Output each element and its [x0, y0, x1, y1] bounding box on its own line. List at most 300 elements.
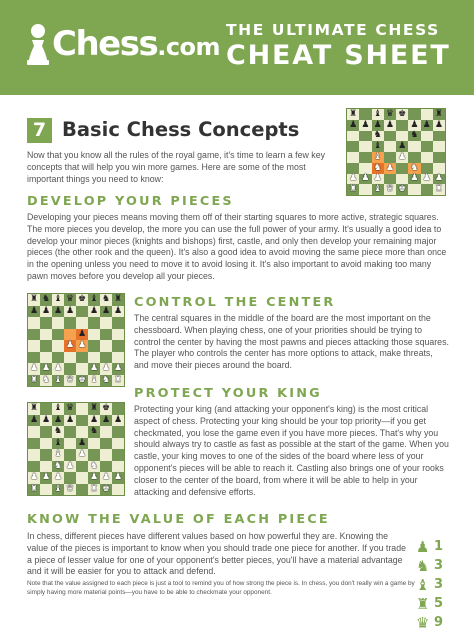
header-title: CHEAT SHEET	[226, 40, 451, 71]
black-queen-icon: ♛	[385, 108, 394, 119]
black-rook-icon: ♜	[29, 294, 39, 305]
board-square-c8	[372, 109, 384, 120]
black-rook-icon: ♜	[29, 403, 39, 414]
board-square-b6	[40, 317, 52, 329]
value-heading: KNOW THE VALUE OF EACH PIECE	[27, 512, 330, 527]
board-square-f4	[88, 449, 100, 461]
board-square-g6	[100, 317, 112, 329]
board-square-f3	[88, 352, 100, 364]
board-square-h7	[112, 415, 124, 427]
board-square-f5	[88, 329, 100, 341]
section-title: Basic Chess Concepts	[62, 118, 300, 141]
board-square-c6	[52, 317, 64, 329]
white-queen-icon: ♛	[65, 374, 75, 385]
board-square-b6	[359, 131, 371, 142]
board-square-g5	[100, 438, 112, 450]
board-square-f2	[408, 174, 420, 185]
board-square-f2	[88, 472, 100, 484]
white-pawn-icon: ♟	[373, 173, 382, 184]
pawn-icon: ♟	[416, 538, 430, 556]
black-pawn-icon: ♟	[41, 414, 51, 425]
white-knight-icon: ♞	[101, 374, 111, 385]
board-square-e8	[396, 109, 408, 120]
white-pawn-icon: ♟	[89, 363, 99, 374]
rook-icon: ♜	[416, 595, 430, 613]
board-square-a6	[347, 131, 359, 142]
board-square-g7	[100, 415, 112, 427]
king-heading: PROTECT YOUR KING	[134, 386, 322, 401]
board-square-c4	[52, 340, 64, 352]
board-square-a6	[28, 426, 40, 438]
board-square-b3	[40, 352, 52, 364]
board-square-a3	[347, 163, 359, 174]
black-pawn-icon: ♟	[53, 414, 63, 425]
board-square-e2	[396, 174, 408, 185]
board-square-d6	[384, 131, 396, 142]
white-pawn-icon: ♟	[410, 173, 419, 184]
board-square-d7	[384, 120, 396, 131]
section-number-badge: 7	[27, 118, 52, 143]
board-square-g3	[100, 352, 112, 364]
board-square-a1	[28, 375, 40, 387]
board-square-e7	[76, 306, 88, 318]
board-square-f8	[88, 294, 100, 306]
board-square-b5	[40, 329, 52, 341]
board-square-d4	[64, 340, 76, 352]
white-rook-icon: ♜	[89, 483, 99, 494]
white-bishop-icon: ♝	[373, 151, 382, 162]
board-square-a4	[28, 449, 40, 461]
black-pawn-icon: ♟	[373, 119, 382, 130]
board-square-d5	[64, 438, 76, 450]
board-square-b4	[40, 340, 52, 352]
board-square-d1	[64, 375, 76, 387]
board-square-d8	[64, 403, 76, 415]
board-square-b3	[359, 163, 371, 174]
board-square-e5	[76, 438, 88, 450]
board-square-f7	[88, 415, 100, 427]
black-bishop-icon: ♝	[53, 437, 63, 448]
black-pawn-icon: ♟	[385, 119, 394, 130]
board-square-d6	[64, 426, 76, 438]
board-square-f1	[88, 484, 100, 496]
board-square-e7	[396, 120, 408, 131]
board-square-d2	[64, 472, 76, 484]
black-king-icon: ♚	[77, 294, 87, 305]
white-pawn-icon: ♟	[41, 472, 51, 483]
black-bishop-icon: ♝	[53, 403, 63, 414]
board-square-b1	[359, 184, 371, 195]
pawn-value: 1	[434, 539, 444, 554]
board-square-c7	[372, 120, 384, 131]
white-bishop-icon: ♝	[53, 483, 63, 494]
board-square-d5	[384, 141, 396, 152]
white-king-icon: ♚	[101, 483, 111, 494]
board-square-h3	[112, 352, 124, 364]
board-square-g7	[421, 120, 433, 131]
black-knight-icon: ♞	[101, 294, 111, 305]
board-square-a7	[28, 415, 40, 427]
board-square-h5	[112, 438, 124, 450]
white-king-icon: ♚	[77, 374, 87, 385]
board-square-h2	[112, 363, 124, 375]
board-square-h3	[433, 163, 445, 174]
board-square-d6	[64, 317, 76, 329]
board-square-e1	[76, 375, 88, 387]
white-pawn-icon: ♟	[398, 151, 407, 162]
white-pawn-icon: ♟	[53, 363, 63, 374]
board-square-g2	[421, 174, 433, 185]
queen-value: 9	[434, 615, 444, 630]
white-pawn-icon: ♟	[113, 363, 123, 374]
black-rook-icon: ♜	[434, 108, 443, 119]
board-square-c1	[372, 184, 384, 195]
board-square-g1	[100, 484, 112, 496]
board-square-h6	[433, 131, 445, 142]
board-square-a8	[28, 294, 40, 306]
white-pawn-icon: ♟	[65, 340, 75, 351]
board-square-b4	[359, 152, 371, 163]
logo-wordmark: Chess.com	[52, 24, 221, 64]
board-square-c5	[52, 329, 64, 341]
header-subtitle: THE ULTIMATE CHESS	[226, 21, 440, 39]
black-pawn-icon: ♟	[398, 141, 407, 152]
board-square-b3	[40, 461, 52, 473]
white-rook-icon: ♜	[29, 374, 39, 385]
board-square-h6	[112, 426, 124, 438]
protect-king-board	[27, 402, 125, 496]
board-square-h5	[112, 329, 124, 341]
board-square-h3	[112, 461, 124, 473]
board-square-h5	[433, 141, 445, 152]
board-square-b4	[40, 449, 52, 461]
board-square-a1	[28, 484, 40, 496]
board-square-e6	[76, 317, 88, 329]
black-bishop-icon: ♝	[373, 108, 382, 119]
bishop-value: 3	[434, 577, 444, 592]
chess-com-logo	[26, 20, 220, 68]
white-pawn-icon: ♟	[113, 472, 123, 483]
header-banner	[0, 0, 474, 95]
piece-value-row	[416, 557, 456, 576]
board-square-b2	[359, 174, 371, 185]
board-square-e5	[396, 141, 408, 152]
black-pawn-icon: ♟	[65, 305, 75, 316]
board-square-a3	[28, 461, 40, 473]
board-square-e2	[76, 363, 88, 375]
board-square-c7	[52, 306, 64, 318]
black-pawn-icon: ♟	[65, 414, 75, 425]
board-square-e5	[76, 329, 88, 341]
black-king-icon: ♚	[101, 403, 111, 414]
board-square-e7	[76, 415, 88, 427]
white-pawn-icon: ♟	[101, 472, 111, 483]
black-knight-icon: ♞	[89, 426, 99, 437]
black-rook-icon: ♜	[113, 294, 123, 305]
piece-value-row	[416, 614, 456, 633]
board-square-h8	[112, 403, 124, 415]
board-square-h4	[112, 340, 124, 352]
board-square-e6	[396, 131, 408, 142]
black-pawn-icon: ♟	[349, 119, 358, 130]
board-square-c5	[372, 141, 384, 152]
white-pawn-icon: ♟	[349, 173, 358, 184]
piece-value-row	[416, 595, 456, 614]
board-square-a2	[28, 363, 40, 375]
king-paragraph: Protecting your king (and attacking your opponent's king) is the most critical aspect of chess. Protecting your king should be your top priority—if you get checkmated, you lose the game even if you have more pieces. That's why you should always try to castle as fast as possible at the start of the game. When you castle, your king moves to one of the sides of the board where less of your opponent's pieces will be able to reach it. Castling also brings one of your rooks closer to the center of the board, from where it will be able to help in your attacking and defensive efforts.	[134, 404, 449, 497]
board-square-a5	[28, 329, 40, 341]
board-square-e1	[76, 484, 88, 496]
board-square-b2	[40, 472, 52, 484]
board-square-h4	[112, 449, 124, 461]
board-square-h8	[433, 109, 445, 120]
white-pawn-icon: ♟	[89, 472, 99, 483]
board-square-f8	[88, 403, 100, 415]
board-square-a3	[28, 352, 40, 364]
board-square-b8	[40, 294, 52, 306]
board-square-h2	[112, 472, 124, 484]
board-square-c4	[372, 152, 384, 163]
black-knight-icon: ♞	[373, 130, 382, 141]
board-square-b7	[40, 306, 52, 318]
black-pawn-icon: ♟	[361, 119, 370, 130]
board-square-b2	[40, 363, 52, 375]
board-square-g8	[100, 403, 112, 415]
black-pawn-icon: ♟	[101, 305, 111, 316]
white-rook-icon: ♜	[113, 374, 123, 385]
board-square-f6	[88, 317, 100, 329]
board-square-d8	[64, 294, 76, 306]
board-square-c6	[372, 131, 384, 142]
control-center-board	[27, 293, 125, 387]
board-square-h1	[112, 375, 124, 387]
board-square-e3	[396, 163, 408, 174]
white-pawn-icon: ♟	[53, 472, 63, 483]
center-paragraph: The central squares in the middle of the board are the most important on the chessboard. When playing chess, one of your priorities should be trying to control the center by having the most pawns and pieces attacking those squares. The player who controls the center has more options to attack, make threats, and move their pieces around the board.	[134, 313, 449, 371]
board-square-f1	[408, 184, 420, 195]
develop-paragraph: Developing your pieces means moving them off of their starting squares to more active, strategic squares. The more pieces you develop, the more you can use the full power of your army. It's usually a good idea to develop your minor pieces (knights and bishops) first, castle, and only then develop your remaining major pieces (the other rook and the queen). It's also a good idea to avoid moving the same piece more than once in the opening unless you need to move it to avoid losing it. It's also important to avoid making too many pawn moves before you develop all your pieces.	[27, 212, 447, 281]
board-square-f5	[88, 438, 100, 450]
board-square-h1	[112, 484, 124, 496]
board-square-c4	[52, 449, 64, 461]
board-square-e2	[76, 472, 88, 484]
board-square-g4	[421, 152, 433, 163]
board-square-h8	[112, 294, 124, 306]
board-square-d3	[64, 461, 76, 473]
board-square-g8	[421, 109, 433, 120]
white-pawn-icon: ♟	[41, 363, 51, 374]
board-square-g1	[421, 184, 433, 195]
board-square-d2	[64, 363, 76, 375]
board-square-d5	[64, 329, 76, 341]
board-square-a2	[347, 174, 359, 185]
black-rook-icon: ♜	[349, 108, 358, 119]
board-square-d2	[384, 174, 396, 185]
board-square-c2	[52, 363, 64, 375]
board-square-c1	[52, 484, 64, 496]
board-square-g3	[421, 163, 433, 174]
black-knight-icon: ♞	[53, 426, 63, 437]
black-pawn-icon: ♟	[410, 119, 419, 130]
board-square-g7	[100, 306, 112, 318]
white-pawn-icon: ♟	[77, 340, 87, 351]
white-knight-icon: ♞	[41, 374, 51, 385]
board-square-d3	[384, 163, 396, 174]
black-pawn-icon: ♟	[113, 305, 123, 316]
board-square-g3	[100, 461, 112, 473]
board-square-c3	[52, 352, 64, 364]
white-knight-icon: ♞	[373, 162, 382, 173]
knight-value: 3	[434, 558, 444, 573]
board-square-h4	[433, 152, 445, 163]
board-square-e8	[76, 294, 88, 306]
black-rook-icon: ♜	[89, 403, 99, 414]
board-square-g5	[421, 141, 433, 152]
black-pawn-icon: ♟	[77, 328, 87, 339]
board-square-g2	[100, 472, 112, 484]
bishop-icon: ♝	[416, 576, 430, 594]
board-square-c2	[52, 472, 64, 484]
board-square-a1	[347, 184, 359, 195]
black-bishop-icon: ♝	[373, 141, 382, 152]
black-bishop-icon: ♝	[53, 294, 63, 305]
board-square-a5	[347, 141, 359, 152]
board-square-f7	[408, 120, 420, 131]
board-square-e1	[396, 184, 408, 195]
rook-value: 5	[434, 596, 444, 611]
black-pawn-icon: ♟	[101, 414, 111, 425]
board-square-g4	[100, 449, 112, 461]
board-square-f6	[408, 131, 420, 142]
black-knight-icon: ♞	[410, 130, 419, 141]
board-square-e4	[76, 340, 88, 352]
white-knight-icon: ♞	[53, 460, 63, 471]
black-pawn-icon: ♟	[422, 119, 431, 130]
develop-pieces-board	[346, 108, 446, 196]
value-paragraph: In chess, different pieces have different values based on how powerful they are. Knowing the value of the pieces is important to know when you should trade one piece for another. If you trade a piece of lesser value for one of your opponent's better pieces, you'll have a material advantage and it will be easier for you to attack and defend.	[27, 531, 406, 577]
board-square-b8	[40, 403, 52, 415]
white-rook-icon: ♜	[29, 483, 39, 494]
queen-icon: ♛	[416, 614, 430, 632]
board-square-h2	[433, 174, 445, 185]
center-heading: CONTROL THE CENTER	[134, 295, 336, 310]
board-square-a8	[28, 403, 40, 415]
black-pawn-icon: ♟	[41, 305, 51, 316]
board-square-h6	[112, 317, 124, 329]
board-square-a7	[347, 120, 359, 131]
white-pawn-icon: ♟	[77, 449, 87, 460]
white-pawn-icon: ♟	[385, 162, 394, 173]
white-knight-icon: ♞	[410, 162, 419, 173]
white-pawn-icon: ♟	[434, 173, 443, 184]
board-square-c1	[52, 375, 64, 387]
white-pawn-icon: ♟	[29, 363, 39, 374]
black-pawn-icon: ♟	[53, 305, 63, 316]
board-square-h7	[112, 306, 124, 318]
board-square-a4	[28, 340, 40, 352]
footnote: Note that the value assigned to each piece is just a tool to remind you of how strong the piece is. In chess, you don't really win a game by simply having more material points—you have to be able to checkmate your opponent.	[27, 580, 415, 596]
black-knight-icon: ♞	[41, 294, 51, 305]
board-square-b7	[40, 415, 52, 427]
board-square-f1	[88, 375, 100, 387]
white-knight-icon: ♞	[89, 460, 99, 471]
white-bishop-icon: ♝	[53, 374, 63, 385]
board-square-g6	[421, 131, 433, 142]
board-square-e6	[76, 426, 88, 438]
white-pawn-icon: ♟	[29, 472, 39, 483]
board-square-e4	[396, 152, 408, 163]
board-square-b7	[359, 120, 371, 131]
black-queen-icon: ♛	[65, 403, 75, 414]
board-square-a4	[347, 152, 359, 163]
white-bishop-icon: ♝	[53, 449, 63, 460]
black-queen-icon: ♛	[65, 294, 75, 305]
board-square-d1	[64, 484, 76, 496]
board-square-d1	[384, 184, 396, 195]
board-square-b1	[40, 375, 52, 387]
board-square-f2	[88, 363, 100, 375]
board-square-b1	[40, 484, 52, 496]
board-square-e3	[76, 352, 88, 364]
board-square-a6	[28, 317, 40, 329]
board-square-h7	[433, 120, 445, 131]
knight-icon: ♞	[416, 557, 430, 575]
board-square-d4	[64, 449, 76, 461]
board-square-f8	[408, 109, 420, 120]
board-square-b5	[40, 438, 52, 450]
white-queen-icon: ♛	[65, 483, 75, 494]
board-square-e8	[76, 403, 88, 415]
develop-heading: DEVELOP YOUR PIECES	[27, 194, 234, 209]
board-square-d8	[384, 109, 396, 120]
black-pawn-icon: ♟	[434, 119, 443, 130]
board-square-c2	[372, 174, 384, 185]
board-square-g5	[100, 329, 112, 341]
piece-value-row	[416, 538, 456, 557]
board-square-b8	[359, 109, 371, 120]
board-square-e4	[76, 449, 88, 461]
board-square-a8	[347, 109, 359, 120]
board-square-g2	[100, 363, 112, 375]
black-pawn-icon: ♟	[29, 414, 39, 425]
board-square-b6	[40, 426, 52, 438]
board-square-d3	[64, 352, 76, 364]
white-pawn-icon: ♟	[101, 363, 111, 374]
board-square-c3	[52, 461, 64, 473]
board-square-a7	[28, 306, 40, 318]
board-square-g4	[100, 340, 112, 352]
board-square-c6	[52, 426, 64, 438]
board-square-g8	[100, 294, 112, 306]
board-square-f4	[88, 340, 100, 352]
board-square-b5	[359, 141, 371, 152]
white-rook-icon: ♜	[434, 184, 443, 195]
board-square-c3	[372, 163, 384, 174]
board-square-c7	[52, 415, 64, 427]
white-pawn-icon: ♟	[361, 173, 370, 184]
board-square-a5	[28, 438, 40, 450]
black-bishop-icon: ♝	[89, 294, 99, 305]
black-king-icon: ♚	[398, 108, 407, 119]
white-king-icon: ♚	[398, 184, 407, 195]
black-pawn-icon: ♟	[29, 305, 39, 316]
black-pawn-icon: ♟	[77, 437, 87, 448]
board-square-c8	[52, 403, 64, 415]
white-pawn-icon: ♟	[65, 460, 75, 471]
black-pawn-icon: ♟	[89, 305, 99, 316]
white-bishop-icon: ♝	[89, 374, 99, 385]
board-square-h1	[433, 184, 445, 195]
